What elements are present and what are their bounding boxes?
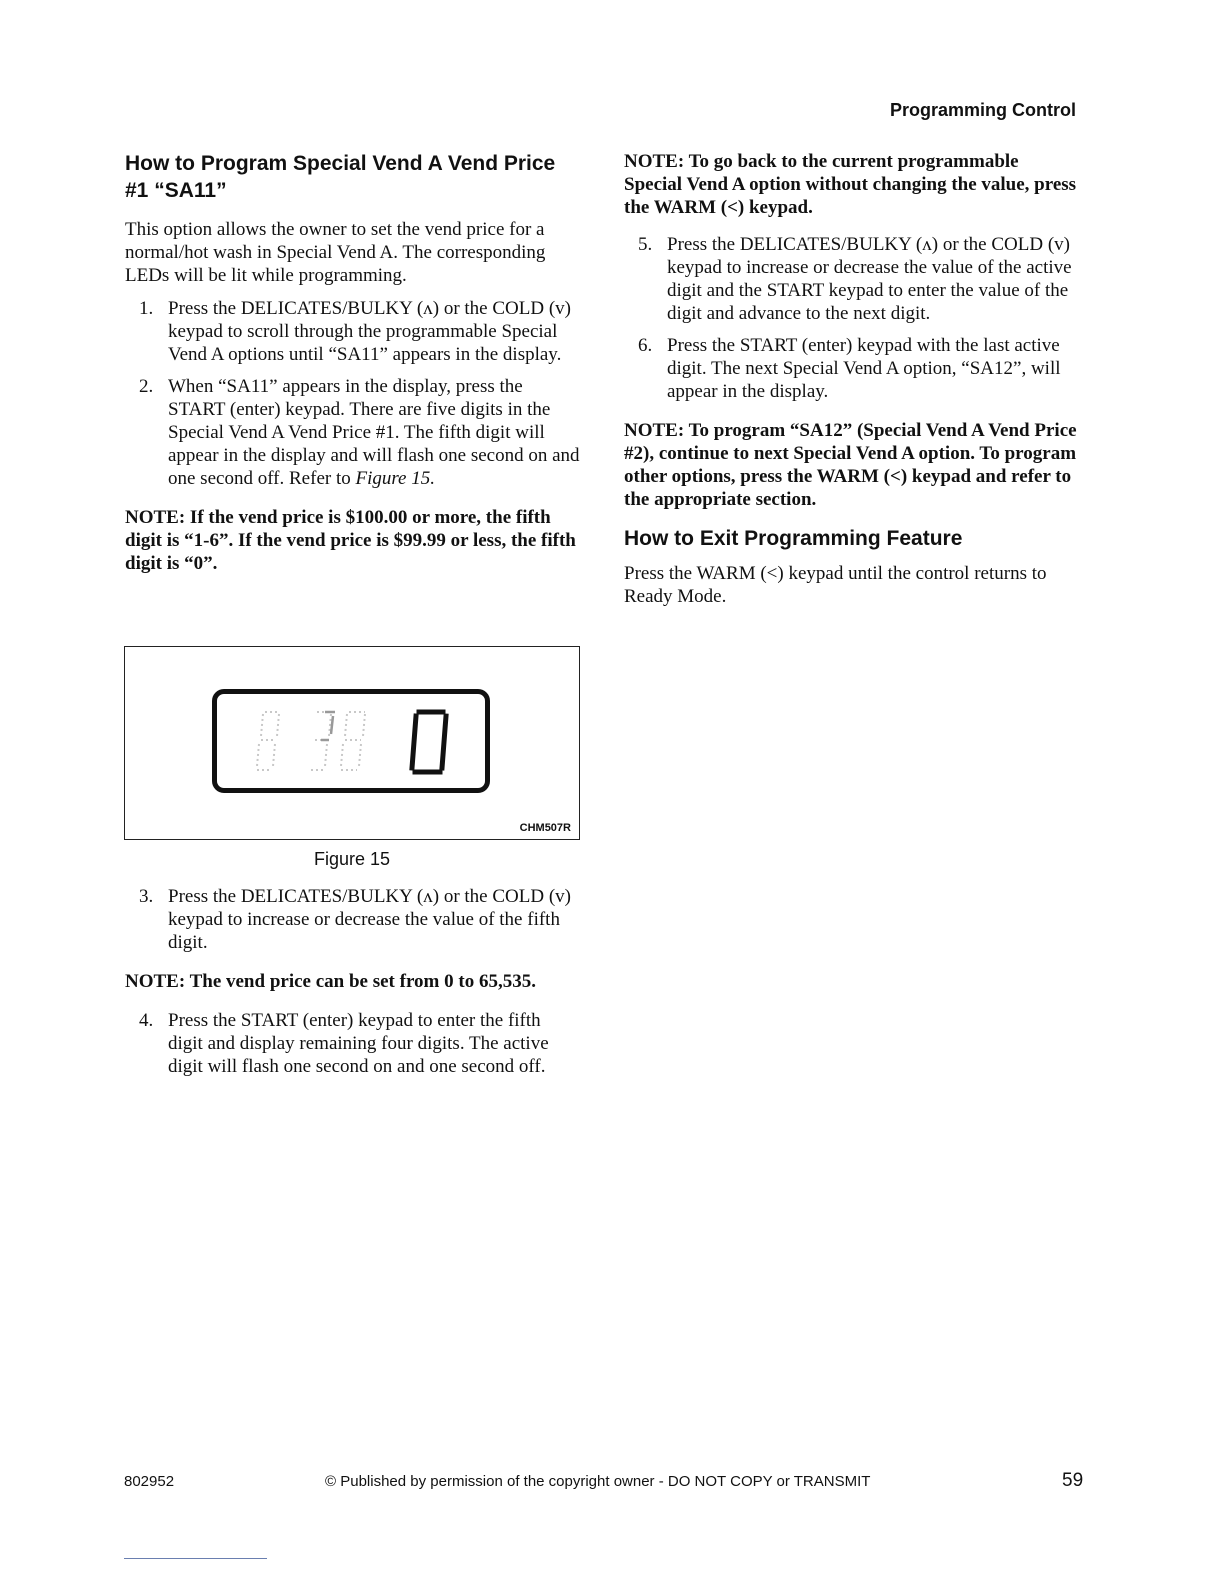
step-text: Press the DELICATES/BULKY (ʌ) or the COLD (v) keypad to scroll through the programmable Special Vend A options until “SA11” appears in the display. — [168, 298, 571, 365]
step-5 — [624, 233, 1079, 325]
step-text: When “SA11” appears in the display, press the START (enter) keypad. There are five digits in the Special Vend A Vend Price #1. The fifth digit will appear in the display and will flash one second on and one second off. Refer to — [168, 376, 580, 489]
copyright-notice: © Published by permission of the copyright owner - DO NOT COPY or TRANSMIT — [325, 1473, 871, 1490]
exit-heading: How to Exit Programming Feature — [624, 527, 963, 550]
step-text: Press the START (enter) keypad with the last active digit. The next Special Vend A option, “SA12”, will appear in the display. — [667, 335, 1061, 402]
left-column-continued — [125, 885, 580, 1078]
note-vend-price-digit: NOTE: If the vend price is $100.00 or more, the fifth digit is “1-6”. If the vend price is $99.99 or less, the fifth digit is “0”. — [125, 507, 576, 574]
step-number: 6. — [638, 335, 653, 356]
exit-paragraph: Press the WARM (<) keypad until the control returns to Ready Mode. — [624, 563, 1047, 607]
step-2 — [125, 375, 580, 490]
step-text: Press the DELICATES/BULKY (ʌ) or the COLD (v) keypad to increase or decrease the value of the fifth digit. — [168, 886, 571, 953]
display-segments — [217, 694, 485, 788]
note-vend-price-range: NOTE: The vend price can be set from 0 to 65,535. — [125, 971, 536, 992]
step-number: 1. — [139, 298, 154, 319]
unlit-digits — [257, 712, 365, 770]
step-number: 4. — [139, 1010, 154, 1031]
page-number: 59 — [1062, 1470, 1084, 1491]
figure-caption: Figure 15 — [313, 849, 391, 869]
step-number: 5. — [638, 234, 653, 255]
step-text: Press the START (enter) keypad to enter the fifth digit and display remaining four digits. The active digit will flash one second on and one second off. — [168, 1010, 549, 1077]
footer-rule — [124, 1558, 267, 1559]
figure-15 — [124, 646, 580, 840]
step-1 — [125, 297, 580, 366]
left-column — [125, 150, 580, 575]
intro-paragraph: This option allows the owner to set the vend price for a normal/hot wash in Special Vend A. The corresponding LEDs will be lit while programming. — [125, 219, 546, 286]
document-number: 802952 — [124, 1473, 175, 1490]
dim-digit — [321, 712, 335, 740]
led-display — [212, 689, 490, 793]
step-number: 2. — [139, 376, 154, 397]
note-go-back: NOTE: To go back to the current programmable Special Vend A option without changing the value, press the WARM (<) keypad. — [624, 151, 1077, 218]
step-6 — [624, 334, 1079, 403]
section-heading: How to Program Special Vend A Vend Price #1 “SA11” — [125, 152, 556, 202]
figure-reference: Figure 15. — [355, 468, 435, 489]
note-program-sa12: NOTE: To program “SA12” (Special Vend A Vend Price #2), continue to next Special Vend A option. To program other options, press the WARM (<) keypad and refer to the appropriate section. — [624, 420, 1077, 510]
step-3 — [125, 885, 580, 954]
section-title: Programming Control — [889, 100, 1076, 120]
right-column — [624, 150, 1079, 608]
figure-code: CHM507R — [519, 822, 571, 834]
step-number: 3. — [139, 886, 154, 907]
step-text: Press the DELICATES/BULKY (ʌ) or the COLD (v) keypad to increase or decrease the value of the active digit and the START keypad to enter the value of the digit and advance to the next digit. — [667, 234, 1072, 324]
step-4 — [125, 1009, 580, 1078]
active-digit-zero — [412, 712, 446, 772]
